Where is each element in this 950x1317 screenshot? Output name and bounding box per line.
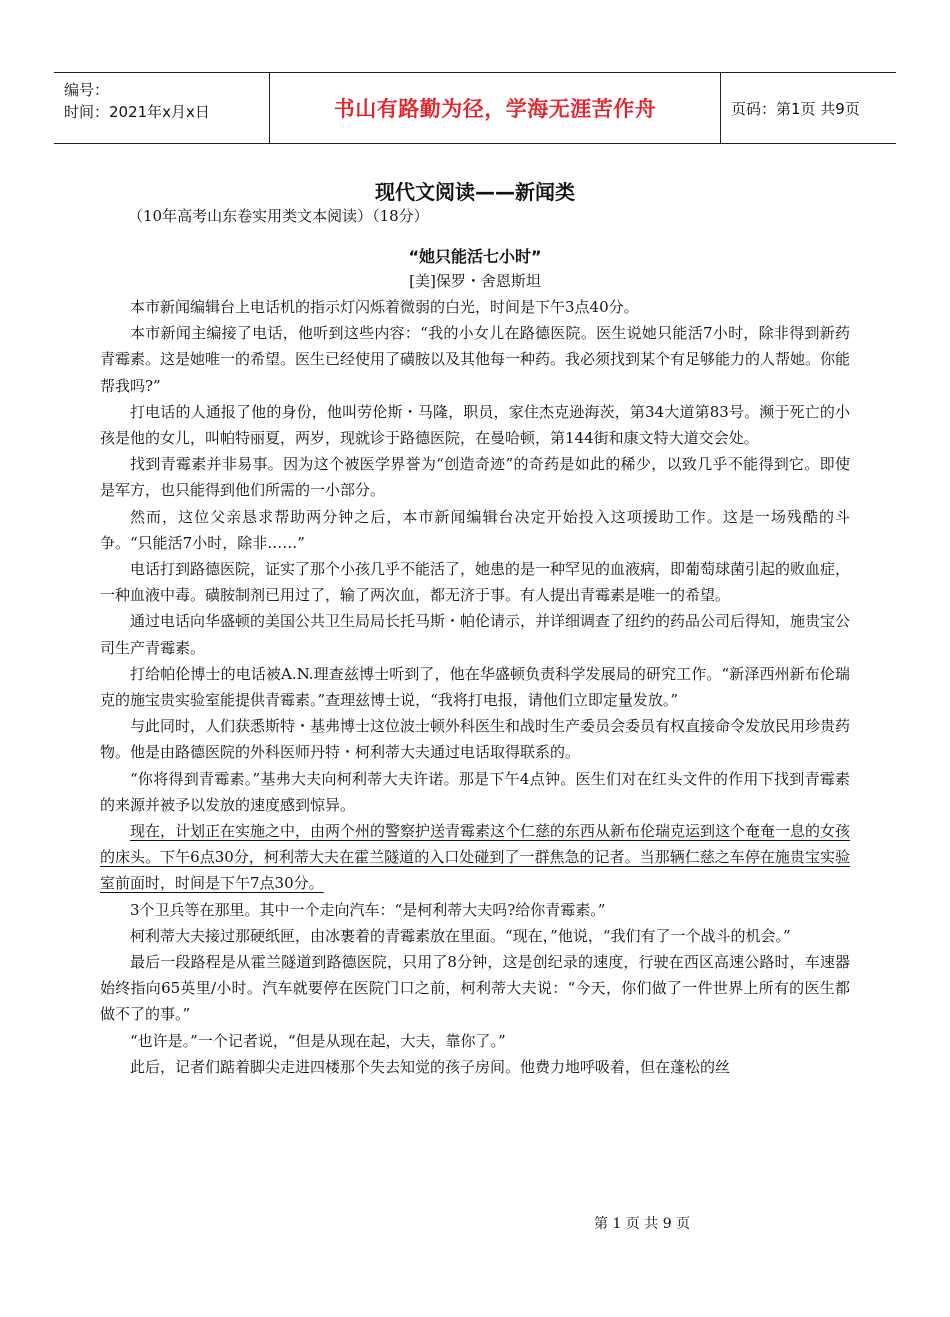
underlined-paragraph: 现在，计划正在实施之中，由两个州的警察护送青霉素这个仁慈的东西从新布伦瑞克运到这个奄奄一息的女孩的床头。下午6点30分，柯利蒂大夫在霍兰隧道的入口处碰到了一群焦急的记者。当那辆仁慈之车停在施贵宝实验室前面时，时间是下午7点30分。 [100, 822, 851, 893]
paragraph: 通过电话向华盛顿的美国公共卫生局局长托马斯・帕伦请示，并详细调查了纽约的药品公司后得知，施贵宝公司生产青霉素。 [100, 612, 851, 657]
document-time-label: 时间：2021年x月x日 [64, 103, 210, 121]
paragraph: 本市新闻编辑台上电话机的指示灯闪烁着微弱的白光，时间是下午3点40分。 [130, 298, 639, 316]
paragraph: 最后一段路程是从霍兰隧道到路德医院，只用了8分钟，这是创纪录的速度，行驶在西区高速公路时，车速器始终指向65英里/小时。汽车就要停在医院门口之前，柯利蒂大夫说：“今天，你们做了一件世界上所有的医生都做不了的事。” [100, 953, 850, 1024]
page-title: 现代文阅读——新闻类 [375, 180, 575, 204]
exam-source: （10年高考山东卷实用类文本阅读）（18分） [128, 207, 429, 225]
paragraph: “你将得到青霉素。”基弗大夫向柯利蒂大夫许诺。那是下午4点钟。医生们对在红头文件的作用下找到青霉素的来源并被予以发放的速度感到惊异。 [100, 769, 850, 814]
article-author: [美]保罗・舍恩斯坦 [409, 272, 541, 290]
paragraph: 找到青霉素并非易事。因为这个被医学界誉为“创造奇迹”的奇药是如此的稀少，以致几乎不能得到它。即使是军方，也只能得到他们所需的一小部分。 [100, 455, 850, 500]
document-number-label: 编号： [64, 81, 110, 99]
paragraph: 电话打到路德医院，证实了那个小孩几乎不能活了，她患的是一种罕见的血液病，即葡萄球菌引起的败血症，一种血液中毒。磺胺制剂已用过了，输了两次血，都无济于事。有人提出青霉素是唯一的希望。 [100, 560, 851, 605]
paragraph: 本市新闻主编接了电话，他听到这些内容：“我的小女儿在路德医院。医生说她只能活7小时，除非得到新药青霉素。这是她唯一的希望。医生已经使用了磺胺以及其他每一种药。我必须找到某个有足够能力的人帮她。你能帮我吗?” [100, 324, 851, 395]
article-body [100, 294, 850, 1080]
header-meta-cell [54, 73, 270, 143]
header-motto: 书山有路勤为径，学海无涯苦作舟 [270, 73, 721, 143]
article-title: “她只能活七小时” [408, 247, 542, 266]
paragraph: 3个卫兵等在那里。其中一个走向汽车：“是柯利蒂大夫吗?给你青霉素。” [130, 900, 606, 919]
paragraph: 然而，这位父亲恳求帮助两分钟之后，本市新闻编辑台决定开始投入这项援助工作。这是一场残酷的斗争。“只能活7小时，除非……” [100, 507, 850, 552]
paragraph: 打电话的人通报了他的身份，他叫劳伦斯・马隆，职员，家住杰克逊海茨，第34大道第83号。濒于死亡的小孩是他的女儿，叫帕特丽夏，两岁，现就诊于路德医院，在曼哈顿，第144街和康文特大道交会处。 [100, 402, 850, 448]
paragraph: 此后，记者们踮着脚尖走进四楼那个失去知觉的孩子房间。他费力地呼吸着，但在蓬松的丝 [130, 1057, 731, 1076]
paragraph: “也许是。”一个记者说，“但是从现在起，大夫，靠你了。” [130, 1031, 506, 1050]
paragraph: 打给帕伦博士的电话被A.N.理查兹博士听到了，他在华盛顿负责科学发展局的研究工作。“新泽西州新布伦瑞克的施宝贵实验室能提供青霉素。”查理兹博士说，“我将打电报，请他们立即定量发放。” [100, 664, 850, 710]
header-table [54, 72, 896, 144]
paragraph: 柯利蒂大夫接过那硬纸匣，由冰裹着的青霉素放在里面。“现在，”他说，“我们有了一个战斗的机会。” [130, 926, 791, 945]
page-footer: 第 1 页 共 9 页 [594, 1216, 691, 1232]
paragraph: 与此同时，人们获悉斯特・基弗博士这位波士顿外科医生和战时生产委员会委员有权直接命令发放民用珍贵药物。他是由路德医院的外科医师丹特・柯利蒂大夫通过电话取得联系的。 [100, 717, 851, 762]
header-page-info: 页码：第1页 共9页 [731, 99, 860, 118]
